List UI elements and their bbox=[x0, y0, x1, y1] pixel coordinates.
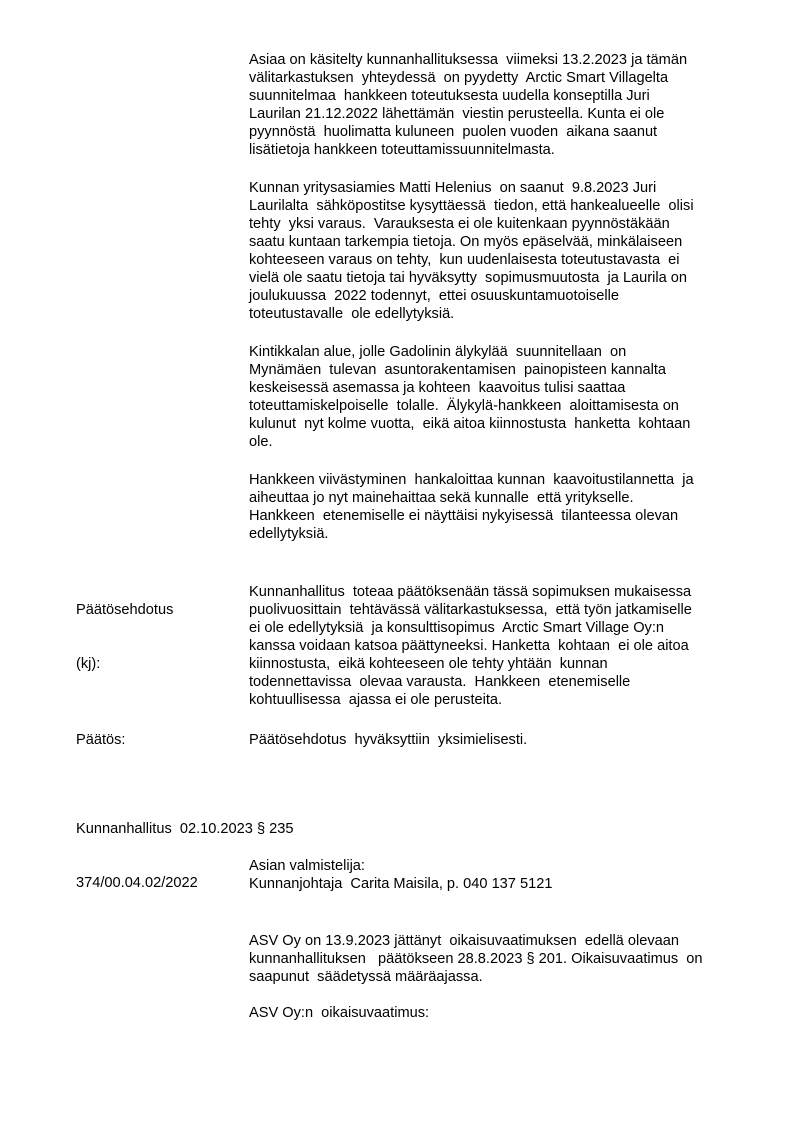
text-line: pyynnöstä huolimatta kuluneen puolen vuoden aikana saanut bbox=[249, 124, 658, 140]
text-line: ASV Oy:n oikaisuvaatimus: bbox=[249, 1005, 430, 1021]
text-line: todennettavissa olevaa varausta. Hankkeen etenemiselle bbox=[249, 674, 631, 690]
text-line: vielä ole saatu tietoja tai hyväksytty sopimusmuutosta ja Laurila on bbox=[249, 270, 688, 286]
text-line: saatu kuntaan tarkempia tietoja. On myös epäselvää, minkälaiseen bbox=[249, 234, 683, 250]
text-line: ASV Oy on 13.9.2023 jättänyt oikaisuvaatimuksen edellä olevaan bbox=[249, 933, 679, 949]
preparer-name: Kunnanjohtaja Carita Maisila, p. 040 137 5121 bbox=[249, 876, 553, 892]
paragraph-delay bbox=[249, 471, 749, 543]
text-line: suunnitelmaa hankkeen toteutuksesta uudella konseptilla Juri bbox=[249, 88, 650, 104]
text-line: Laurilalta sähköpostitse kysyttäessä tiedon, että hankealueelle olisi bbox=[249, 198, 694, 214]
proposal-label-line: Päätösehdotus bbox=[76, 602, 174, 618]
text-line: Kintikkalan alue, jolle Gadolinin älykylää suunnitellaan on bbox=[249, 344, 627, 360]
text-line: joulukuussa 2022 todennyt, ettei osuuskuntamuotoiselle bbox=[249, 288, 619, 304]
text-line: välitarkastuksen yhteydessä on pyydetty Arctic Smart Villagelta bbox=[249, 70, 669, 86]
preparer-info bbox=[249, 857, 749, 893]
text-line: Asiaa on käsitelty kunnanhallituksessa viimeksi 13.2.2023 ja tämän bbox=[249, 52, 688, 68]
proposal-text bbox=[249, 583, 749, 709]
text-line: Päätösehdotus hyväksyttiin yksimielisesti. bbox=[249, 732, 528, 748]
text-line: keskeisessä asemassa ja kohteen kaavoitus tulisi saattaa bbox=[249, 380, 626, 396]
text-line: Hankkeen etenemiselle ei näyttäisi nykyisessä tilanteessa olevan bbox=[249, 508, 679, 524]
text-line: aiheuttaa jo nyt mainehaittaa sekä kunnalle että yritykselle. bbox=[249, 490, 634, 506]
paragraph-reservation bbox=[249, 179, 749, 323]
paragraph-appeal bbox=[249, 932, 749, 986]
text-line: lisätietoja hankkeen toteuttamissuunnitelmasta. bbox=[249, 142, 555, 158]
text-line: toteuttamiskelpoiselle tolalle. Älykylä-hankkeen aloittamisesta on bbox=[249, 398, 679, 414]
case-number: 374/00.04.02/2022 bbox=[76, 875, 198, 891]
appeal-heading bbox=[249, 1004, 749, 1022]
proposal-label bbox=[76, 565, 173, 709]
paragraph-kintikkala bbox=[249, 343, 749, 451]
text-line: kulunut nyt kolme vuotta, eikä aitoa kiinnostusta hanketta kohtaan bbox=[249, 416, 691, 432]
decision-text bbox=[249, 731, 749, 749]
preparer-label: Asian valmistelija: bbox=[249, 858, 365, 874]
meeting-reference bbox=[76, 784, 293, 928]
text-line: Laurilan 21.12.2022 lähettämän viestin perusteella. Kunta ei ole bbox=[249, 106, 665, 122]
text-line: Kunnan yritysasiamies Matti Helenius on saanut 9.8.2023 Juri bbox=[249, 180, 657, 196]
text-line: Kunnanhallitus toteaa päätöksenään tässä sopimuksen mukaisessa bbox=[249, 584, 692, 600]
text-line: tehty yksi varaus. Varauksesta ei ole kuitenkaan pyynnöstäkään bbox=[249, 216, 670, 232]
text-line: kunnanhallituksen päätökseen 28.8.2023 § 201. Oikaisuvaatimus on bbox=[249, 951, 703, 967]
text-line: edellytyksiä. bbox=[249, 526, 329, 542]
meeting-date-section: Kunnanhallitus 02.10.2023 § 235 bbox=[76, 821, 294, 837]
proposal-label-line: (kj): bbox=[76, 656, 101, 672]
text-line: ole. bbox=[249, 434, 273, 450]
paragraph-review-history bbox=[249, 51, 749, 159]
decision-label: Päätös: bbox=[76, 732, 126, 748]
text-line: kiinnostusta, eikä kohteeseen ole tehty yhtään kunnan bbox=[249, 656, 608, 672]
text-line: kanssa voidaan katsoa päättyneeksi. Hanketta kohtaan ei ole aitoa bbox=[249, 638, 689, 654]
text-line: Mynämäen tulevan asuntorakentamisen painopisteen kannalta bbox=[249, 362, 666, 378]
text-line: kohteeseen varaus on tehty, kun uudenlaisesta toteutustavasta ei bbox=[249, 252, 680, 268]
text-line: kohtuullisessa ajassa ei ole perusteita. bbox=[249, 692, 503, 708]
text-line: puolivuosittain tehtävässä välitarkastuksessa, että työn jatkamiselle bbox=[249, 602, 692, 618]
text-line: toteutustavalle ole edellytyksiä. bbox=[249, 306, 455, 322]
text-line: Hankkeen viivästyminen hankaloittaa kunnan kaavoitustilannetta ja bbox=[249, 472, 694, 488]
text-line: ei ole edellytyksiä ja konsulttisopimus Arctic Smart Village Oy:n bbox=[249, 620, 665, 636]
text-line: saapunut säädetyssä määräajassa. bbox=[249, 969, 483, 985]
